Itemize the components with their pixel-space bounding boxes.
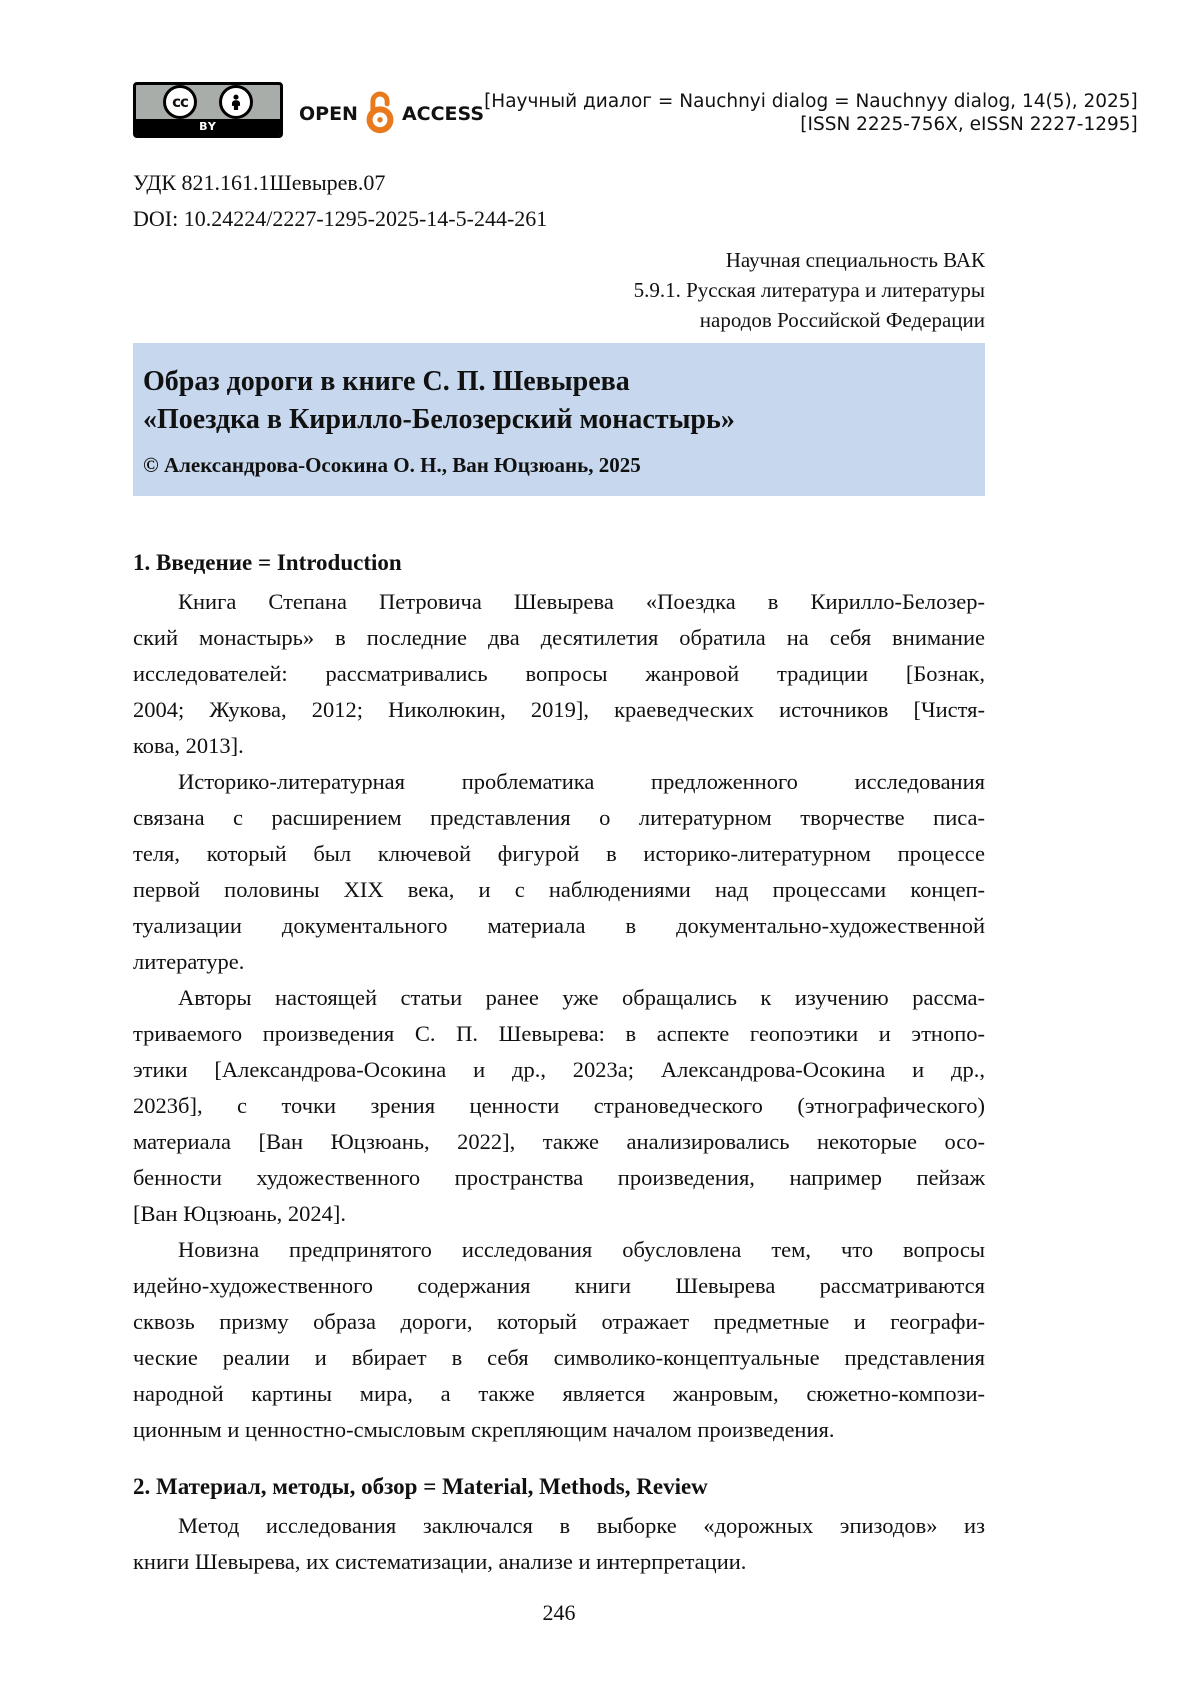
paragraph-line: связана с расширением представления о литературном творчестве писа-	[133, 805, 985, 830]
article-title-line1: Образ дороги в книге С. П. Шевырева	[143, 366, 630, 397]
paragraph-line: Историко-литературная проблематика предложенного исследования	[178, 769, 985, 794]
paragraph-line: 2023б], с точки зрения ценности страноведческого (этнографического)	[133, 1093, 985, 1118]
paragraph-line: книги Шевырева, их систематизации, анализе и интерпретации.	[133, 1549, 747, 1574]
journal-citation	[484, 80, 1138, 136]
paragraph	[133, 584, 985, 764]
open-access-open-label: OPEN	[299, 102, 358, 125]
vak-specialty	[133, 245, 985, 335]
udc-code: УДК 821.161.1Шевырев.07	[133, 170, 386, 195]
paragraph-line: теля, который был ключевой фигурой в историко-литературном процессе	[133, 841, 985, 866]
page-header	[133, 0, 1138, 139]
article-title	[143, 363, 971, 439]
paragraph-line: триваемого произведения С. П. Шевырева: в аспекте геопоэтики и этнопо-	[133, 1021, 985, 1046]
paragraph-line: кова, 2013].	[133, 733, 244, 758]
paragraph-line: литературе.	[133, 949, 245, 974]
license-logos	[133, 80, 484, 139]
person-attribution-icon	[219, 85, 253, 119]
paragraph	[133, 1508, 985, 1580]
open-access-access-label: ACCESS	[401, 102, 485, 125]
title-block	[133, 343, 985, 496]
journal-citation-line2: [ISSN 2225-756X, eISSN 2227-1295]	[800, 114, 1138, 135]
doi-line: DOI: 10.24224/2227-1295-2025-14-5-244-261	[133, 206, 548, 231]
section-heading-material-methods: 2. Материал, методы, обзор = Material, Methods, Review	[133, 1474, 708, 1499]
vak-line3: народов Российской Федерации	[699, 308, 985, 332]
paragraph-line: материала [Ван Юцзюань, 2022], также анализировались некоторые осо-	[133, 1129, 985, 1154]
paragraph-line: Новизна предпринятого исследования обусловлена тем, что вопросы	[178, 1237, 985, 1262]
article-authors: © Александрова-Осокина О. Н., Ван Юцзюань, 2025	[143, 453, 641, 477]
paragraph-line: ский монастырь» в последние два десятилетия обратила на себя внимание	[133, 625, 985, 650]
cc-badge-circles	[136, 85, 280, 119]
paragraph-line: Авторы настоящей статьи ранее уже обращались к изучению рассма-	[178, 985, 985, 1010]
paragraph-line: исследователей: рассматривались вопросы жанровой традиции [Бознак,	[133, 661, 985, 686]
paragraph-line: народной картины мира, а также является жанровым, сюжетно-компози-	[133, 1381, 985, 1406]
paragraph-line: ческие реалии и вбирает в себя символико-концептуальные представления	[133, 1345, 985, 1370]
cc-by-label: BY	[136, 119, 280, 135]
cc-icon: cc	[163, 85, 197, 119]
cc-by-license-badge	[133, 82, 283, 138]
paragraph-line: Метод исследования заключался в выборке «дорожных эпизодов» из	[178, 1513, 985, 1538]
paragraph	[133, 764, 985, 980]
paragraph-line: туализации документального материала в документально-художественной	[133, 913, 985, 938]
paragraph-line: Книга Степана Петровича Шевырева «Поездка в Кирилло-Белозер-	[178, 589, 985, 614]
paragraph-line: ционным и ценностно-смысловым скрепляющим началом произведения.	[133, 1417, 835, 1442]
section-heading-introduction: 1. Введение = Introduction	[133, 550, 402, 575]
paragraph	[133, 1232, 985, 1448]
open-access-logo	[299, 88, 484, 139]
paragraph-line: первой половины XIX века, и с наблюдениями над процессами концеп-	[133, 877, 985, 902]
open-lock-icon	[363, 88, 397, 139]
paragraph-line: идейно-художественного содержания книги Шевырева рассматриваются	[133, 1273, 985, 1298]
page-number: 246	[542, 1600, 576, 1625]
paragraph	[133, 980, 985, 1232]
article-title-line2: «Поездка в Кирилло-Белозерский монастырь»	[143, 404, 735, 435]
paragraph-line: [Ван Юцзюань, 2024].	[133, 1201, 346, 1226]
vak-line2: 5.9.1. Русская литература и литературы	[633, 278, 985, 302]
paragraph-line: 2004; Жукова, 2012; Николюкин, 2019], краеведческих источников [Чистя-	[133, 697, 985, 722]
vak-line1: Научная специальность ВАК	[725, 248, 985, 272]
paragraph-line: сквозь призму образа дороги, который отражает предметные и географи-	[133, 1309, 985, 1334]
journal-citation-line1: [Научный диалог = Nauchnyi dialog = Nauchnyy dialog, 14(5), 2025]	[484, 91, 1138, 112]
paragraph-line: бенности художественного пространства произведения, например пейзаж	[133, 1165, 985, 1190]
paragraph-line: этики [Александрова-Осокина и др., 2023а; Александрова-Осокина и др.,	[133, 1057, 985, 1082]
